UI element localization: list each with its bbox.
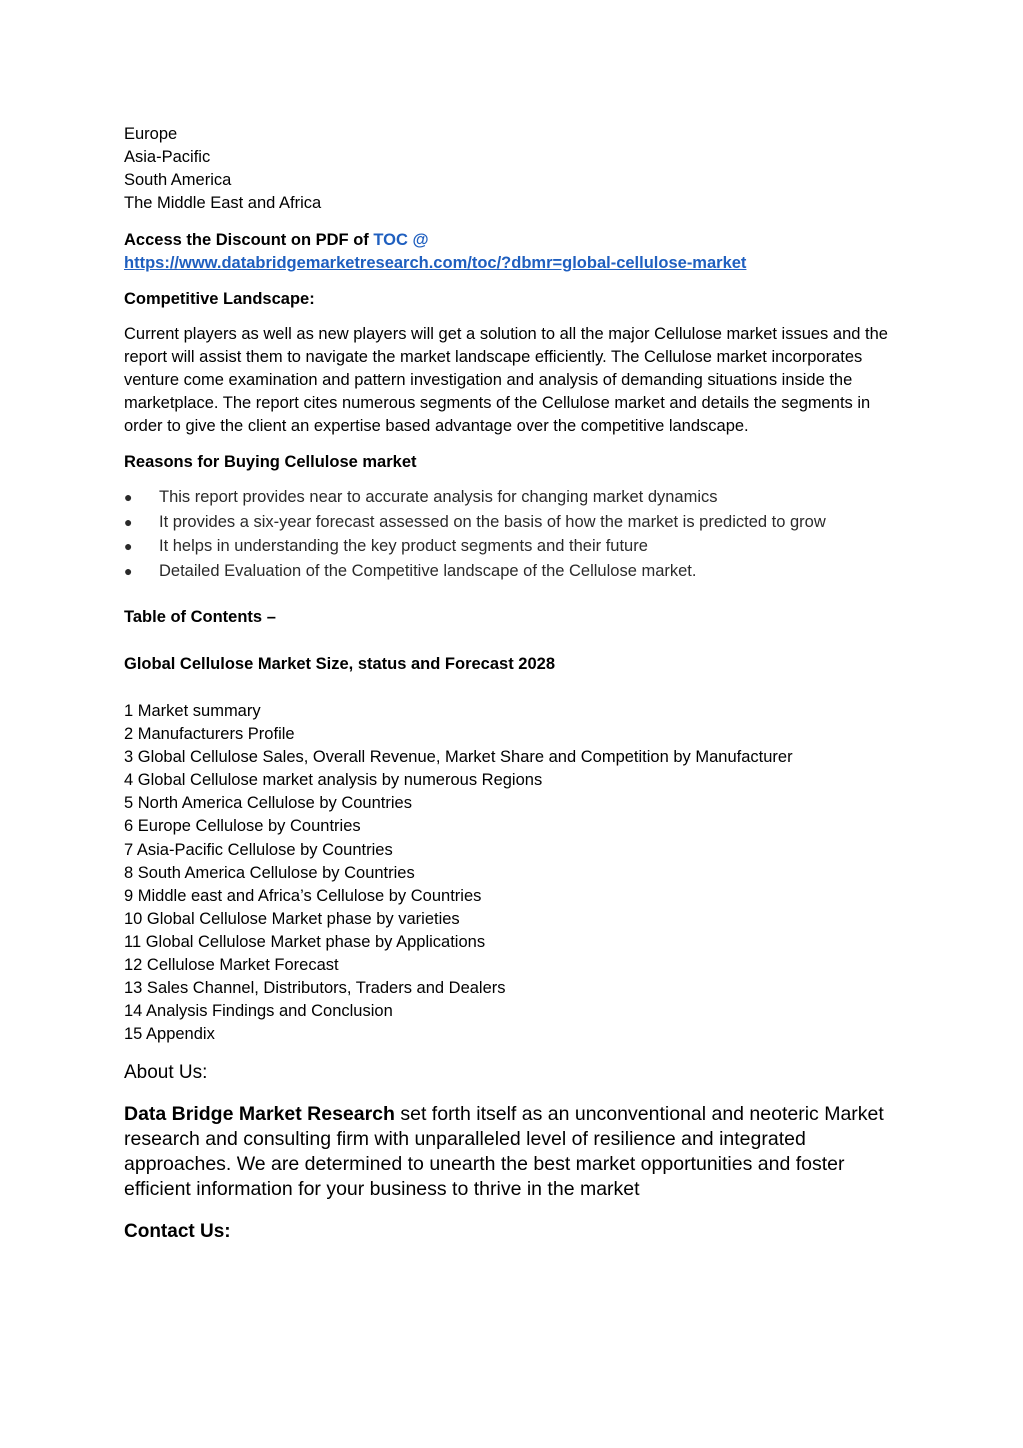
toc-list	[124, 700, 904, 1046]
bullet-icon: ●	[124, 562, 133, 579]
toc-subheading: Global Cellulose Market Size, status and Forecast 2028	[124, 655, 555, 673]
reasons-heading: Reasons for Buying Cellulose market	[124, 453, 417, 471]
list-item: ● This report provides near to accurate analysis for changing market dynamics	[62, 486, 904, 510]
toc-item: 6 Europe Cellulose by Countries	[124, 817, 361, 836]
toc-item: 3 Global Cellulose Sales, Overall Revenue, Market Share and Competition by Manufacturer	[124, 748, 793, 767]
toc-item: 5 North America Cellulose by Countries	[124, 794, 412, 813]
list-item: ● Detailed Evaluation of the Competitive landscape of the Cellulose market.	[62, 560, 904, 584]
toc-item: 15 Appendix	[124, 1025, 215, 1044]
region-item-middle-east-africa: The Middle East and Africa	[124, 194, 322, 212]
about-text: set forth itself as an unconventional and neoteric Market research and consulting firm with unparalleled level of resilience and integrated approaches. We are determined to unearth the best market opportunities and foster efficient information for your business to thrive in the market	[124, 1103, 884, 1201]
company-name: Data Bridge Market Research	[124, 1103, 395, 1126]
about-body	[124, 1102, 904, 1202]
toc-item: 1 Market summary	[124, 702, 261, 720]
toc-item: 4 Global Cellulose market analysis by numerous Regions	[124, 771, 543, 790]
toc-item: 10 Global Cellulose Market phase by varieties	[124, 909, 460, 928]
region-item-south-america: South America	[124, 171, 232, 189]
toc-item: 2 Manufacturers Profile	[124, 725, 295, 744]
document-page	[124, 123, 904, 1245]
toc-item: 14 Analysis Findings and Conclusion	[124, 1002, 393, 1021]
discount-label: Access the Discount on PDF of	[124, 231, 374, 249]
region-list	[124, 123, 904, 215]
toc-label: TOC @	[373, 231, 429, 249]
bullet-icon: ●	[124, 513, 133, 530]
region-item-europe: Europe	[124, 125, 178, 143]
competitive-body: Current players as well as new players will get a solution to all the major Cellulose market issues and the report will assist them to navigate the market landscape efficiently. The Cellulose market incorporates venture come examination and pattern investigation and analysis of demanding situations inside the marketplace. The report cites numerous segments of the Cellulose market and details the segments in order to give the client an expertise based advantage over the competitive landscape.	[124, 325, 888, 435]
reasons-list	[124, 486, 904, 583]
list-item: ● It provides a six-year forecast assessed on the basis of how the market is predicted to grow	[62, 511, 904, 535]
competitive-heading: Competitive Landscape:	[124, 290, 315, 308]
toc-heading: Table of Contents –	[124, 608, 276, 626]
region-item-asia-pacific: Asia-Pacific	[124, 148, 211, 166]
toc-item: 7 Asia-Pacific Cellulose by Countries	[124, 840, 393, 859]
toc-item: 13 Sales Channel, Distributors, Traders and Dealers	[124, 979, 506, 998]
toc-item: 12 Cellulose Market Forecast	[124, 956, 339, 975]
toc-item: 9 Middle east and Africa’s Cellulose by Countries	[124, 886, 482, 905]
toc-item: 11 Global Cellulose Market phase by Applications	[124, 932, 486, 951]
about-heading: About Us:	[124, 1062, 208, 1084]
list-item: ● It helps in understanding the key product segments and their future	[62, 535, 904, 559]
toc-item: 8 South America Cellulose by Countries	[124, 863, 415, 882]
contact-heading: Contact Us:	[124, 1221, 231, 1243]
discount-paragraph	[124, 229, 904, 275]
toc-link[interactable]: https://www.databridgemarketresearch.com/toc/?dbmr=global-cellulose-market	[124, 254, 747, 272]
bullet-icon: ●	[124, 489, 133, 505]
bullet-icon: ●	[124, 538, 133, 554]
